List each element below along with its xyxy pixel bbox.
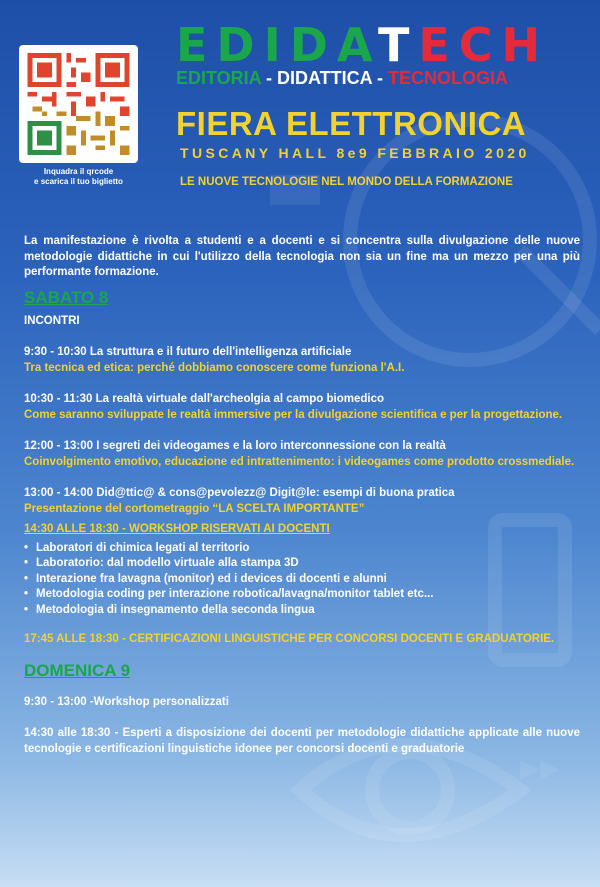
brand-part: EDIDA xyxy=(176,18,378,72)
brand-part: ECH xyxy=(418,18,550,72)
workshop-item: • Metodologia di insegnamento della seconda lingua xyxy=(24,603,580,619)
subtitle-part: - DIDATTICA - xyxy=(261,68,388,88)
workshop-item: • Metodologia coding per interazione robotica/lavagna/monitor tablet etc... xyxy=(24,587,580,603)
qr-caption-line2: e scarica il tuo biglietto xyxy=(34,177,123,186)
sunday-item: 14:30 alle 18:30 - Esperti a disposizione dei docenti per metodologie didattiche applicate alle nuove tecnologie e certificazioni linguistiche idonee per concorsi docenti e graduatorie xyxy=(24,727,580,755)
talk-title: 9:30 - 10:30 La struttura e il futuro dell'intelligenza artificiale xyxy=(24,346,352,358)
qr-caption-line1: Inquadra il qrcode xyxy=(43,167,114,176)
talk-title: 10:30 - 11:30 La realtà virtuale dall'archeolgia al campo biomedico xyxy=(24,393,385,405)
program-content xyxy=(24,234,580,757)
workshop-list xyxy=(24,541,580,619)
qr-code-image xyxy=(27,53,130,155)
subtitle-part: TECNOLOGIA xyxy=(388,68,508,88)
incontri-label: INCONTRI xyxy=(24,314,80,327)
talk-item xyxy=(24,439,580,470)
sunday-item: 9:30 - 13:00 -Workshop personalizzati xyxy=(24,695,229,708)
talk-item xyxy=(24,486,580,517)
qr-caption xyxy=(10,167,147,187)
qr-code[interactable] xyxy=(19,45,138,163)
talk-subtitle: Presentazione del cortometraggio “LA SCELTA IMPORTANTE” xyxy=(24,502,365,515)
workshop-heading: 14:30 ALLE 18:30 - WORKSHOP RISERVATI AI DOCENTI xyxy=(24,523,330,535)
talk-title: 12:00 - 13:00 I segreti dei videogames e la loro interconnessione con la realtà xyxy=(24,440,446,452)
workshop-item: • Laboratorio: dal modello virtuale alla stampa 3D xyxy=(24,556,580,572)
brand-part: T xyxy=(377,18,419,72)
intro-paragraph: La manifestazione è rivolta a studenti e a docenti e si concentra sulla divulgazione delle nuove metodologie didattiche in cui l'utilizzo della tecnologia non sia un fine ma un mezzo per una più performante formazione. xyxy=(24,235,580,278)
talk-item xyxy=(24,345,580,376)
venue-date: TUSCANY HALL 8e9 FEBBRAIO 2020 xyxy=(180,145,530,161)
certifications-note: 17:45 ALLE 18:30 - CERTIFICAZIONI LINGUISTICHE PER CONCORSI DOCENTI E GRADUATORIE. xyxy=(24,633,555,645)
subtitle-part: EDITORIA xyxy=(176,68,262,88)
talk-subtitle: Come saranno sviluppate le realtà immersive per la divulgazione scientifica e per la progettazione. xyxy=(24,408,563,421)
saturday-heading: SABATO 8 xyxy=(24,287,109,307)
talk-subtitle: Coinvolgimento emotivo, educazione ed intrattenimento: i videogames come prodotto crossmediale. xyxy=(24,455,575,468)
talk-item xyxy=(24,392,580,423)
brand-logo-text xyxy=(176,18,566,72)
tagline: LE NUOVE TECNOLOGIE NEL MONDO DELLA FORMAZIONE xyxy=(180,176,513,188)
workshop-item: • Laboratori di chimica legati al territorio xyxy=(24,541,580,557)
talk-title: 13:00 - 14:00 Did@ttic@ & cons@pevolezz@ Digit@le: esempi di buona pratica xyxy=(24,487,455,499)
workshop-item: • Interazione fra lavagna (monitor) ed i devices di docenti e alunni xyxy=(24,572,580,588)
sunday-heading: DOMENICA 9 xyxy=(24,660,131,680)
talk-subtitle: Tra tecnica ed etica: perché dobbiamo conoscere come funziona l'A.I. xyxy=(24,361,405,374)
brand-subtitle xyxy=(176,68,566,88)
event-title: FIERA ELETTRONICA xyxy=(176,105,527,142)
